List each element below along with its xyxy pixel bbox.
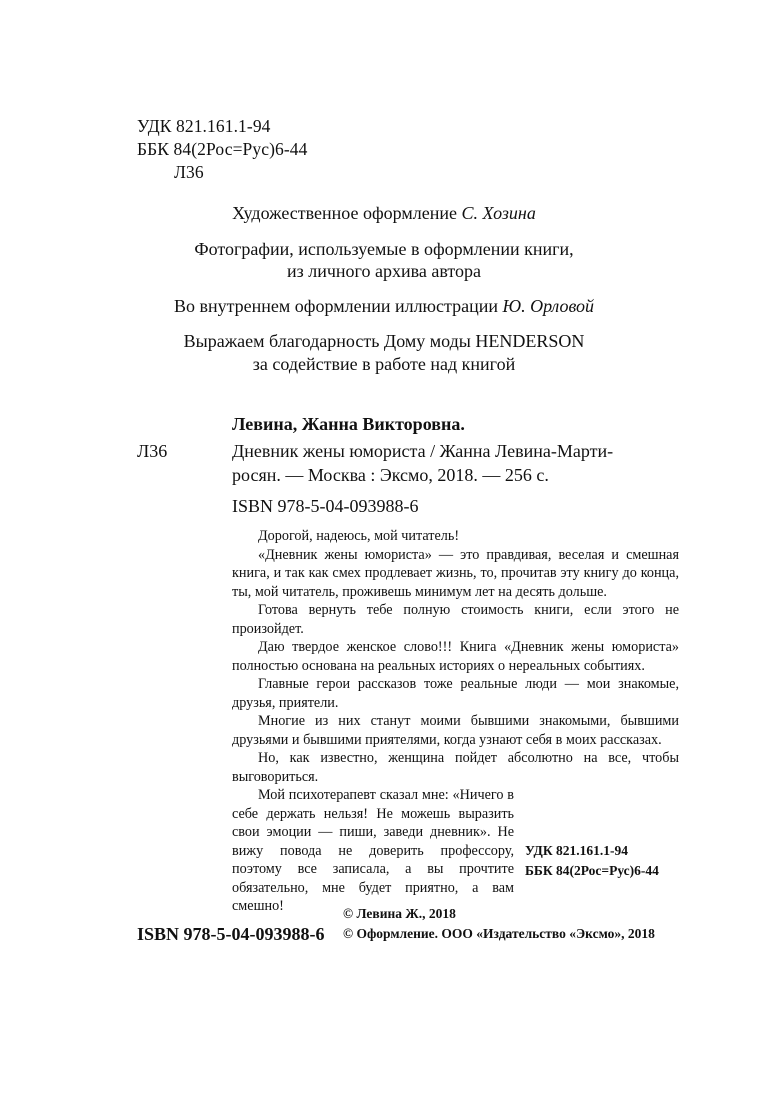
bbk-code: ББК 84(2Рос=Рус)6-44 <box>137 139 308 159</box>
udk-code: УДК 821.161.1-94 <box>137 116 271 136</box>
annotation-p5: Главные герои рассказов тоже реальные люди — мои знакомые, друзья, приятели. <box>232 676 679 711</box>
footer-udk: УДК 821.161.1-94 <box>525 843 628 858</box>
bib-title-line2: росян. — Москва : Эксмо, 2018. — 256 с. <box>232 465 549 485</box>
thanks-line1: Выражаем благодарность Дому моды HENDERSON <box>183 331 585 351</box>
annotation-p1: Дорогой, надеюсь, мой читатель! <box>258 528 460 544</box>
annotation-p6: Многие из них станут моими бывшими знакомыми, бывшими друзьями и бывшими приятелями, когда узнают себя в моих рассказах. <box>232 713 679 748</box>
copyright-author: © Левина Ж., 2018 <box>343 906 456 921</box>
photos-credit-line2: из личного архива автора <box>286 261 481 281</box>
footer-isbn: ISBN 978-5-04-093988-6 <box>137 924 325 944</box>
thanks-line2: за содействие в работе над книгой <box>252 354 516 374</box>
annotation-p4: Даю твердое женское слово!!! Книга «Дневник жены юмориста» полностью основана на реальных историях о нереальных событиях. <box>232 639 679 674</box>
bib-isbn: ISBN 978-5-04-093988-6 <box>232 496 419 516</box>
author-sign: Л36 <box>174 162 204 182</box>
design-credit-prefix: Художественное оформление <box>232 203 457 223</box>
annotation-p7: Но, как известно, женщина пойдет абсолютно на все, чтобы выговориться. <box>232 750 679 785</box>
annotation-p2: «Дневник жены юмориста» — это правдивая, веселая и смешная книга, и так как смех продлевает жизнь, то, прочитав эту книгу до конца, ты, мой читатель, проживешь минимум лет на десять дольше. <box>232 546 679 600</box>
illustrations-credit <box>0 296 768 317</box>
illustrations-credit-prefix: Во внутреннем оформлении иллюстрации <box>173 296 498 316</box>
design-credit <box>0 203 768 224</box>
illustrations-credit-name: Ю. Орловой <box>502 296 595 316</box>
annotation-p8: Мой психотерапевт сказал мне: «Ничего в себе держать нельзя! Не можешь выразить свои эмоции — пиши, заведи дневник». Не вижу повода не доверить профессору, поэтому все записала, а вы прочтите обязательно, мне будет приятно, а вам смешно! <box>232 787 514 914</box>
footer-bbk: ББК 84(2Рос=Рус)6-44 <box>525 863 659 878</box>
annotation-p3: Готова вернуть тебе полную стоимость книги, если этого не произойдет. <box>232 602 679 637</box>
bib-title-line1: Дневник жены юмориста / Жанна Левина-Марти- <box>232 441 614 461</box>
photos-credit-line1: Фотографии, используемые в оформлении книги, <box>194 239 574 259</box>
copyright-design: © Оформление. ООО «Издательство «Эксмо», 2018 <box>343 926 655 941</box>
bib-author: Левина, Жанна Викторовна. <box>232 414 465 434</box>
design-credit-name: С. Хозина <box>461 203 536 223</box>
bib-code: Л36 <box>137 441 168 461</box>
